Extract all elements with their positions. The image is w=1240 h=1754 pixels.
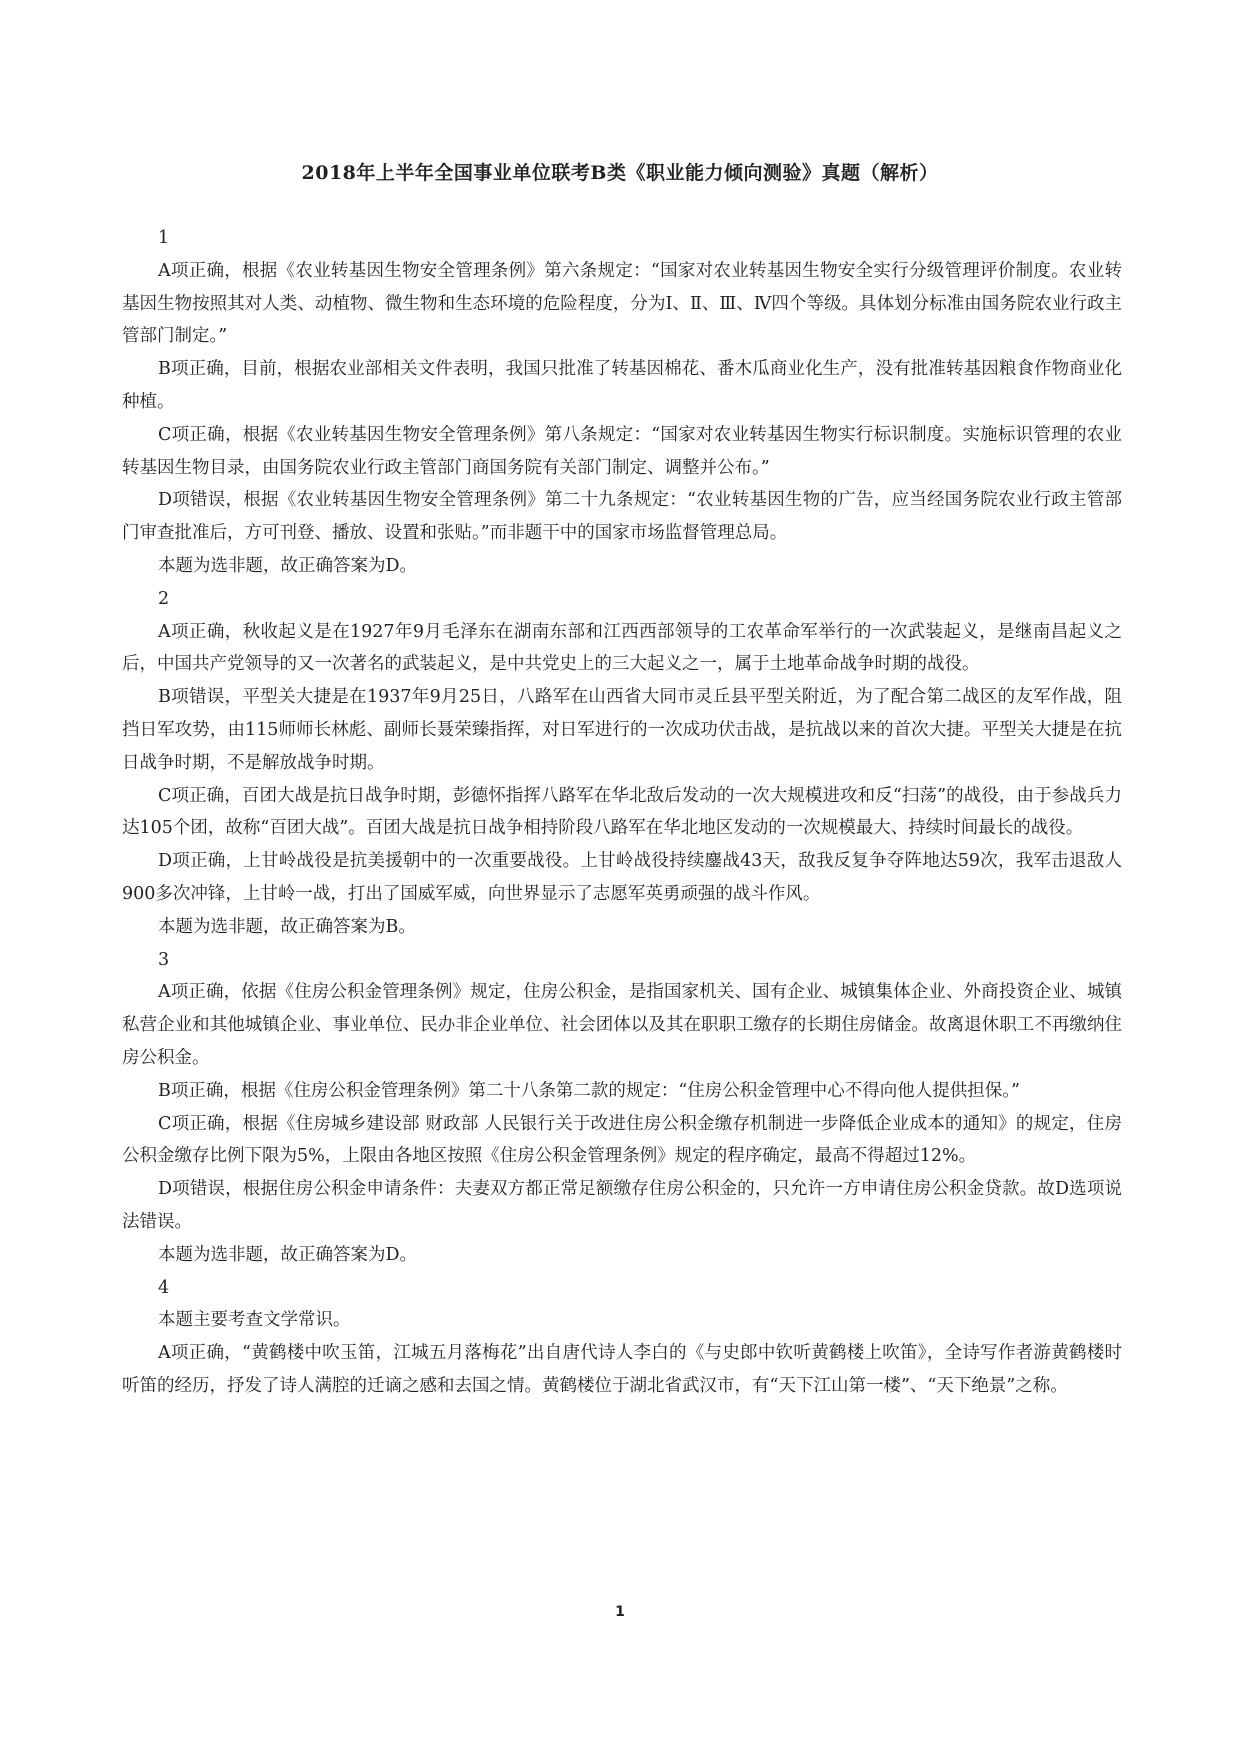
answer-conclusion: 本题为选非题，故正确答案为D。: [158, 555, 418, 576]
answer-paragraph: A项正确，根据《农业转基因生物安全管理条例》第六条规定：“国家对农业转基因生物安全实行分级管理评价制度。农业转基因生物按照其对人类、动植物、微生物和生态环境的危险程度，分为Ⅰ、Ⅱ、Ⅲ、Ⅳ四个等级。具体划分标准由国务院农业行政主管部门制定。”: [122, 260, 1122, 347]
answer-paragraph: D项错误，根据住房公积金申请条件：夫妻双方都正常足额缴存住房公积金的，只允许一方申请住房公积金贷款。故D选项说法错误。: [122, 1179, 1122, 1232]
question-3: [122, 944, 1122, 1272]
page-number: 1: [615, 1604, 625, 1620]
answer-paragraph: A项正确，秋收起义是在1927年9月毛泽东在湖南东部和江西西部领导的工农革命军举行的一次武装起义，是继南昌起义之后，中国共产党领导的又一次著名的武装起义，是中共党史上的三大起义之一，属于土地革命战争时期的战役。: [122, 621, 1122, 675]
question-number: 4: [158, 1277, 170, 1298]
answer-conclusion: 本题为选非题，故正确答案为D。: [158, 1244, 418, 1265]
document-title: 2018年上半年全国事业单位联考B类《职业能力倾向测验》真题（解析）: [301, 162, 939, 184]
answer-paragraph: B项正确，根据《住房公积金管理条例》第二十八条第二款的规定：“住房公积金管理中心不得向他人提供担保。”: [158, 1080, 1020, 1101]
answer-paragraph: C项正确，根据《住房城乡建设部 财政部 人民银行关于改进住房公积金缴存机制进一步降低企业成本的通知》的规定，住房公积金缴存比例下限为5%，上限由各地区按照《住房公积金管理条例》规定的程序确定，最高不得超过12%。: [122, 1113, 1122, 1167]
answer-paragraph: A项正确，“黄鹤楼中吹玉笛，江城五月落梅花”出自唐代诗人李白的《与史郎中钦听黄鹤楼上吹笛》，全诗写作者游黄鹤楼时听笛的经历，抒发了诗人满腔的迁谪之感和去国之情。黄鹤楼位于湖北省武汉市，有“天下江山第一楼”、“天下绝景”之称。: [122, 1343, 1122, 1396]
answer-paragraph: B项错误，平型关大捷是在1937年9月25日，八路军在山西省大同市灵丘县平型关附近，为了配合第二战区的友军作战，阻挡日军攻势，由115师师长林彪、副师长聂荣臻指挥，对日军进行的一次成功伏击战，是抗战以来的首次大捷。平型关大捷是在抗日战争时期，不是解放战争时期。: [122, 687, 1122, 773]
question-2: [122, 583, 1122, 944]
document-body: [122, 222, 1122, 1403]
answer-paragraph: B项正确，目前，根据农业部相关文件表明，我国只批准了转基因棉花、番木瓜商业化生产，没有批准转基因粮食作物商业化种植。: [122, 359, 1122, 412]
answer-paragraph: D项错误，根据《农业转基因生物安全管理条例》第二十九条规定：“农业转基因生物的广告，应当经国务院农业行政主管部门审查批准后，方可刊登、播放、设置和张贴。”而非题干中的国家市场监督管理总局。: [122, 490, 1122, 544]
question-number: 3: [158, 949, 170, 970]
answer-paragraph: C项正确，百团大战是抗日战争时期，彭德怀指挥八路军在华北敌后发动的一次大规模进攻和反“扫荡”的战役，由于参战兵力达105个团，故称“百团大战”。百团大战是抗日战争相持阶段八路军在华北地区发动的一次规模最大、持续时间最长的战役。: [122, 785, 1122, 839]
question-1: [122, 222, 1122, 583]
answer-paragraph: A项正确，依据《住房公积金管理条例》规定，住房公积金，是指国家机关、国有企业、城镇集体企业、外商投资企业、城镇私营企业和其他城镇企业、事业单位、民办非企业单位、社会团体以及其在职职工缴存的长期住房储金。故离退休职工不再缴纳住房公积金。: [122, 982, 1122, 1068]
question-number: 2: [158, 588, 170, 609]
answer-intro: 本题主要考查文学常识。: [158, 1310, 351, 1331]
answer-paragraph: C项正确，根据《农业转基因生物安全管理条例》第八条规定：“国家对农业转基因生物实行标识制度。实施标识管理的农业转基因生物目录，由国务院农业行政主管部门商国务院有关部门制定、调整并公布。”: [122, 424, 1122, 478]
answer-paragraph: D项正确，上甘岭战役是抗美援朝中的一次重要战役。上甘岭战役持续鏖战43天，敌我反复争夺阵地达59次，我军击退敌人900多次冲锋，上甘岭一战，打出了国威军威，向世界显示了志愿军英勇顽强的战斗作风。: [122, 851, 1122, 904]
question-number: 1: [158, 228, 170, 248]
answer-conclusion: 本题为选非题，故正确答案为B。: [158, 916, 416, 937]
question-4: [122, 1272, 1122, 1403]
